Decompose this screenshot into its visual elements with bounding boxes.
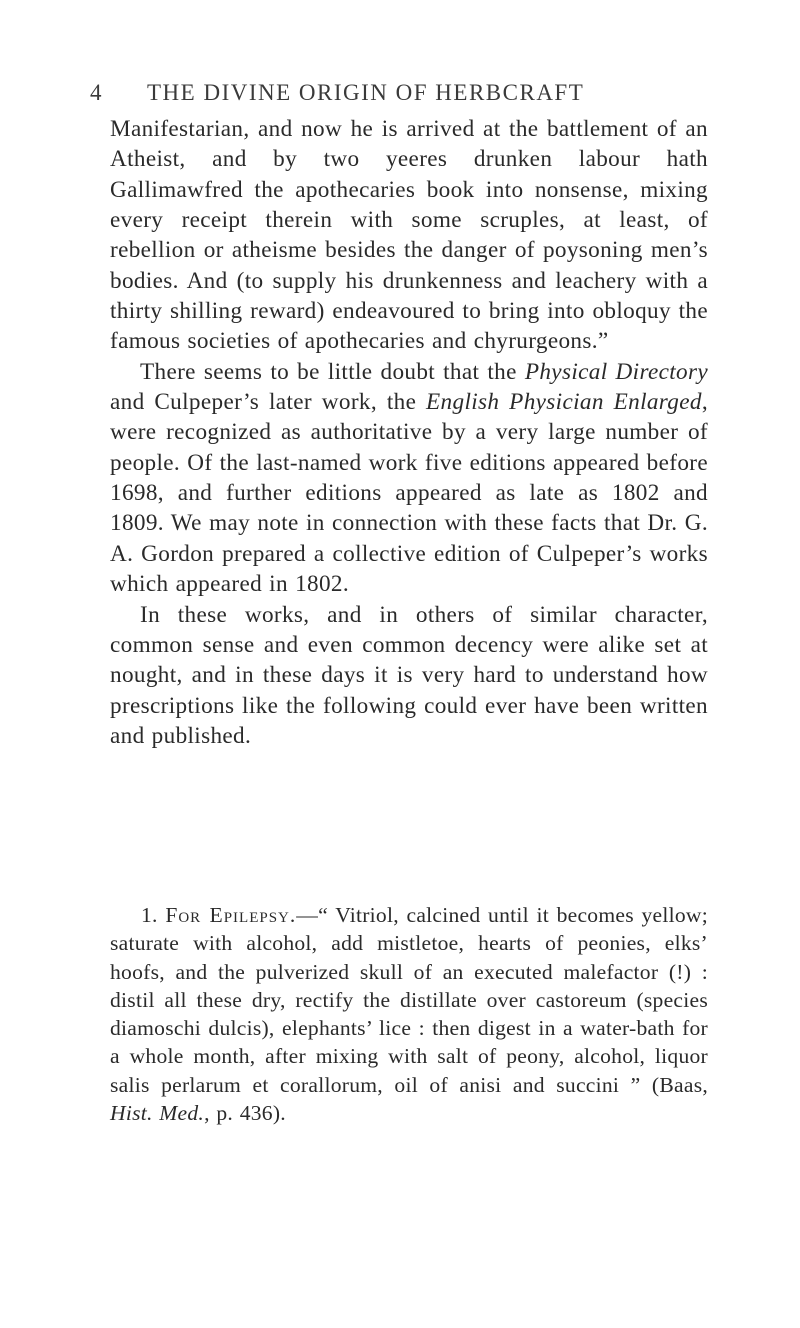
book-title: English Physician Enlarged: [426, 389, 702, 416]
body-text: [110, 114, 708, 751]
page-number: 4: [90, 80, 103, 105]
citation-title: Hist. Med.: [110, 1101, 205, 1126]
book-title: Physical Directory: [524, 358, 708, 385]
paragraph-continuation: Manifestarian, and now he is arrived at the battlement of an Atheist, and by two yeeres drunken labour hath Gallimawfred the apothecaries book into nonsense, mixing every receipt therein with some scruples, at least, of rebellion or atheisme besides the danger of poysoning men’s bodies. And (to supply his drunkenness and leachery with a thirty shilling reward) endeavoured to bring into obloquy the famous societies of apothecaries and chyrurgeons.”: [110, 116, 708, 355]
prescription-entry: [110, 901, 708, 1127]
entry-body: —“ Vitriol, calcined until it becomes yellow; saturate with alcohol, add mistletoe, hearts of peonies, elks’ hoofs, and the pulverized skull of an executed malefactor (!) : distil all these dry, rectify the distillate over castoreum (species diamoschi dulcis), elephants’ lice : then digest in a water-bath for a whole month, after mixing with salt of peony, alcohol, liquor salis perlarum et corallorum, oil of anisi and succini ” (Baas,: [110, 903, 708, 1097]
paragraph-text: There seems to be little doubt that the: [140, 358, 525, 385]
paragraph-prescriptions-intro: In these works, and in others of similar character, common sense and even common decency were alike set at nought, and in these days it is very hard to understand how prescriptions like the following could ever have been written and published.: [110, 601, 708, 749]
entry-number: 1.: [141, 903, 158, 927]
entry-heading: For Epilepsy.: [165, 903, 297, 927]
citation-tail: , p. 436).: [204, 1101, 286, 1126]
paragraph-text: , were recognized as authoritative by a very large number of people. Of the last-named work five editions appeared before 1698, and further editions appeared as late as 1802 and 1809. We may note in connection with these facts that Dr. G. A. Gordon prepared a collective edition of Culpeper’s works which appeared in 1802.: [110, 389, 708, 598]
running-title: THE DIVINE ORIGIN OF HERBCRAFT: [147, 80, 585, 105]
paragraph-text: and Culpeper’s later work, the: [110, 389, 427, 416]
paragraph-culpeper: [110, 357, 708, 600]
running-head: [90, 80, 708, 112]
